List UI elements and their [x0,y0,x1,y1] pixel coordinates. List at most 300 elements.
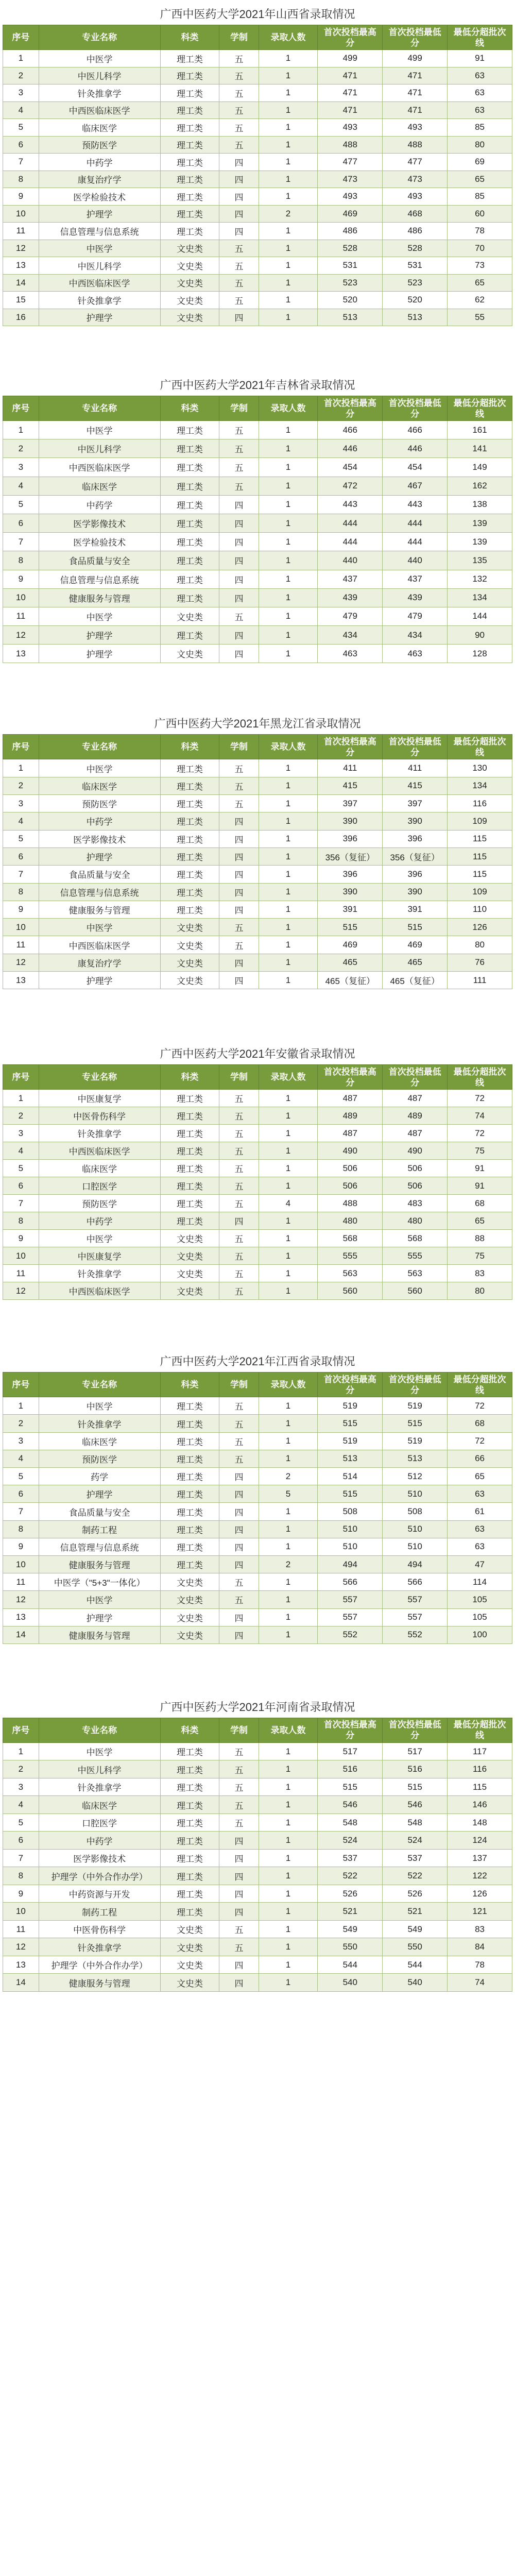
province-section [0,1351,515,1644]
table-cell: 4 [3,1450,39,1467]
table-cell: 513 [383,1450,448,1467]
column-header: 首次投档最高分 [318,735,383,759]
table-cell: 1 [259,240,318,257]
table-cell: 五 [219,1397,259,1415]
column-header: 最低分超批次线 [448,25,512,50]
table-cell: 1 [259,588,318,607]
table-cell: 13 [3,645,39,663]
table-cell: 446 [318,439,383,458]
header-row [3,25,512,50]
table-cell: 12 [3,240,39,257]
table-cell: 护理学 [39,1485,160,1503]
table-cell: 65 [448,274,512,292]
header-row [3,1065,512,1090]
table-cell: 132 [448,570,512,588]
table-cell: 63 [448,1485,512,1503]
table-cell: 510 [318,1538,383,1555]
table-cell: 健康服务与管理 [39,1626,160,1643]
table-cell: 理工类 [160,588,219,607]
table-cell: 理工类 [160,1814,219,1832]
table-cell: 4 [259,1195,318,1212]
table-cell: 理工类 [160,1195,219,1212]
table-cell: 10 [3,1903,39,1921]
table-cell: 理工类 [160,626,219,645]
table-cell: 5 [259,1485,318,1503]
table-cell: 五 [219,1265,259,1282]
table-cell: 6 [3,848,39,865]
table-cell: 550 [383,1938,448,1956]
table-cell: 四 [219,1956,259,1974]
table-cell: 1 [259,1247,318,1265]
column-header: 首次投档最低分 [383,25,448,50]
table-cell: 493 [318,188,383,206]
column-header: 专业名称 [39,735,160,759]
table-cell: 护理学（中外合作办学） [39,1867,160,1885]
table-cell: 14 [3,1974,39,1992]
table-cell: 14 [3,274,39,292]
table-cell: 健康服务与管理 [39,901,160,918]
table-cell: 1 [259,759,318,777]
table-cell: 557 [318,1608,383,1626]
column-header: 首次投档最高分 [318,1065,383,1090]
table-cell: 531 [383,257,448,275]
table-cell: 理工类 [160,1796,219,1814]
table-cell: 9 [3,1885,39,1903]
table-cell: 1 [259,1432,318,1450]
table-row [3,1573,512,1591]
table-cell: 524 [383,1832,448,1850]
table-cell: 468 [383,205,448,223]
table-cell: 理工类 [160,67,219,84]
table-cell: 161 [448,421,512,439]
table-row [3,421,512,439]
table-row [3,50,512,67]
table-cell: 110 [448,901,512,918]
column-header: 序号 [3,1065,39,1090]
table-cell: 490 [318,1142,383,1160]
table-cell: 134 [448,777,512,794]
table-cell: 理工类 [160,421,219,439]
table-cell: 1 [259,1885,318,1903]
column-header: 首次投档最高分 [318,1372,383,1397]
table-cell: 5 [3,1814,39,1832]
table-row [3,1468,512,1485]
table-cell: 540 [318,1974,383,1992]
table-row [3,257,512,275]
table-cell: 四 [219,551,259,570]
table-cell: 10 [3,205,39,223]
table-cell: 60 [448,205,512,223]
table-cell: 四 [219,812,259,830]
table-cell: 5 [3,1468,39,1485]
table-cell: 5 [3,495,39,514]
table-cell: 522 [318,1867,383,1885]
table-cell: 五 [219,795,259,812]
table-cell: 五 [219,1920,259,1938]
table-cell: 理工类 [160,1538,219,1555]
table-cell: 124 [448,1832,512,1850]
table-cell: 五 [219,1090,259,1107]
table-cell: 115 [448,848,512,865]
table-cell: 理工类 [160,1555,219,1573]
table-cell: 444 [318,533,383,551]
table-cell: 五 [219,1415,259,1432]
table-cell: 理工类 [160,777,219,794]
table-cell: 528 [383,240,448,257]
table-cell: 临床医学 [39,1160,160,1177]
table-cell: 医学影像技术 [39,1849,160,1867]
table-cell: 理工类 [160,1485,219,1503]
table-cell: 四 [219,309,259,326]
table-cell: 五 [219,1142,259,1160]
table-cell: 医学影像技术 [39,514,160,532]
table-row [3,1195,512,1212]
table-cell: 四 [219,1503,259,1520]
table-cell: 四 [219,1608,259,1626]
table-cell: 1 [259,1760,318,1778]
table-cell: 72 [448,1125,512,1142]
table-cell: 中医学 [39,1742,160,1760]
table-cell: 9 [3,570,39,588]
table-row [3,292,512,309]
table-cell: 61 [448,1503,512,1520]
table-cell: 434 [318,626,383,645]
table-cell: 1 [259,1503,318,1520]
table-cell: 理工类 [160,1450,219,1467]
table-cell: 488 [383,136,448,154]
table-cell: 理工类 [160,119,219,137]
table-row [3,1956,512,1974]
table-cell: 理工类 [160,136,219,154]
table-cell: 516 [383,1760,448,1778]
column-header: 序号 [3,1718,39,1742]
table-cell: 471 [318,84,383,102]
table-cell: 理工类 [160,1520,219,1538]
table-cell: 477 [318,154,383,171]
table-row [3,1230,512,1247]
table-cell: 理工类 [160,1142,219,1160]
table-cell: 515 [383,919,448,936]
table-cell: 中医儿科学 [39,257,160,275]
table-cell: 中西医临床医学 [39,1142,160,1160]
table-row [3,626,512,645]
table-cell: 理工类 [160,1867,219,1885]
table-cell: 4 [3,101,39,119]
table-cell: 549 [318,1920,383,1938]
table-cell: 1 [259,50,318,67]
table-cell: 五 [219,1796,259,1814]
province-section [0,1697,515,1992]
table-cell: 中医儿科学 [39,1760,160,1778]
table-row [3,205,512,223]
table-cell: 1 [3,1742,39,1760]
column-header: 专业名称 [39,396,160,421]
column-header: 专业名称 [39,1718,160,1742]
table-cell: 437 [318,570,383,588]
table-cell: 针灸推拿学 [39,1938,160,1956]
table-cell: 521 [318,1903,383,1921]
table-cell: 397 [383,795,448,812]
table-cell: 10 [3,1247,39,1265]
table-cell: 516 [318,1760,383,1778]
table-cell: 五 [219,50,259,67]
table-cell: 1 [259,533,318,551]
table-cell: 四 [219,645,259,663]
table-cell: 72 [448,1432,512,1450]
table-cell: 1 [259,1107,318,1125]
table-cell: 63 [448,1538,512,1555]
table-cell: 文史类 [160,972,219,989]
table-cell: 148 [448,1814,512,1832]
table-row [3,1814,512,1832]
column-header: 科类 [160,735,219,759]
table-cell: 1 [259,495,318,514]
table-cell: 五 [219,240,259,257]
table-cell: 471 [383,84,448,102]
table-row [3,101,512,119]
table-cell: 396 [383,830,448,848]
table-cell: 466 [318,421,383,439]
table-cell: 五 [219,1282,259,1300]
table-cell: 1 [259,154,318,171]
table-cell: 486 [318,223,383,240]
table-cell: 理工类 [160,101,219,119]
column-header: 序号 [3,735,39,759]
table-cell: 制药工程 [39,1520,160,1538]
table-cell: 73 [448,257,512,275]
table-cell: 1 [259,1814,318,1832]
table-cell: 1 [259,1397,318,1415]
table-cell: 1 [259,1282,318,1300]
table-cell: 519 [318,1432,383,1450]
table-cell: 五 [219,1160,259,1177]
table-cell: 149 [448,458,512,477]
table-cell: 1 [259,1520,318,1538]
table-cell: 文史类 [160,607,219,625]
table-cell: 5 [3,830,39,848]
table-cell: 理工类 [160,188,219,206]
table-cell: 465 [383,954,448,971]
table-row [3,936,512,954]
table-cell: 390 [383,883,448,901]
table-cell: 356（复征） [383,848,448,865]
table-row [3,1485,512,1503]
table-cell: 1 [259,136,318,154]
table-row [3,1538,512,1555]
table-cell: 7 [3,533,39,551]
table-cell: 针灸推拿学 [39,1415,160,1432]
table-row [3,777,512,794]
table-cell: 1 [259,1778,318,1796]
table-cell: 471 [383,101,448,119]
table-cell: 415 [383,777,448,794]
table-row [3,119,512,137]
table-cell: 2 [3,1107,39,1125]
table-cell: 五 [219,1778,259,1796]
table-cell: 理工类 [160,1885,219,1903]
table-cell: 健康服务与管理 [39,1974,160,1992]
table-cell: 医学检验技术 [39,533,160,551]
table-cell: 中西医临床医学 [39,101,160,119]
table-cell: 443 [383,495,448,514]
table-cell: 五 [219,101,259,119]
table-row [3,1885,512,1903]
table-cell: 理工类 [160,901,219,918]
table-cell: 488 [318,136,383,154]
table-cell: 理工类 [160,1903,219,1921]
table-cell: 80 [448,1282,512,1300]
province-section [0,1044,515,1300]
table-row [3,1903,512,1921]
table-cell: 469 [318,205,383,223]
table-cell: 520 [383,292,448,309]
table-cell: 479 [383,607,448,625]
table-cell: 499 [383,50,448,67]
table-cell: 理工类 [160,866,219,883]
table-cell: 中医学 [39,1230,160,1247]
table-cell: 理工类 [160,84,219,102]
table-cell: 3 [3,1432,39,1450]
table-cell: 1 [259,1538,318,1555]
table-cell: 药学 [39,1468,160,1485]
table-cell: 560 [383,1282,448,1300]
table-row [3,274,512,292]
section-title: 广西中医药大学2021年安徽省录取情况 [160,1047,355,1061]
table-cell: 四 [219,1626,259,1643]
table-cell: 四 [219,1867,259,1885]
table-cell: 472 [318,477,383,495]
table-cell: 2 [3,1760,39,1778]
table-cell: 中医康复学 [39,1247,160,1265]
table-cell: 9 [3,901,39,918]
table-row [3,1555,512,1573]
table-cell: 健康服务与管理 [39,588,160,607]
table-cell: 13 [3,1956,39,1974]
table-cell: 信息管理与信息系统 [39,1538,160,1555]
table-cell: 4 [3,1796,39,1814]
table-row [3,309,512,326]
table-cell: 中西医临床医学 [39,274,160,292]
table-cell: 五 [219,607,259,625]
table-cell: 理工类 [160,1832,219,1850]
table-cell: 理工类 [160,1415,219,1432]
table-cell: 信息管理与信息系统 [39,570,160,588]
table-cell: 75 [448,1247,512,1265]
section-title: 广西中医药大学2021年吉林省录取情况 [160,379,355,392]
table-cell: 四 [219,495,259,514]
table-cell: 中药学 [39,495,160,514]
table-cell: 信息管理与信息系统 [39,223,160,240]
table-cell: 465（复征） [318,972,383,989]
table-cell: 四 [219,1555,259,1573]
table-cell: 针灸推拿学 [39,1778,160,1796]
table-cell: 理工类 [160,533,219,551]
table-cell: 理工类 [160,551,219,570]
table-cell: 91 [448,50,512,67]
table-cell: 护理学 [39,972,160,989]
table-cell: 四 [219,205,259,223]
column-header: 首次投档最高分 [318,396,383,421]
table-cell: 80 [448,136,512,154]
table-cell: 443 [318,495,383,514]
table-row [3,919,512,936]
table-cell: 康复治疗学 [39,954,160,971]
table-cell: 理工类 [160,1090,219,1107]
column-header: 最低分超批次线 [448,735,512,759]
table-cell: 四 [219,1832,259,1850]
table-cell: 四 [219,1849,259,1867]
table-cell: 521 [383,1903,448,1921]
table-row [3,188,512,206]
table-cell: 74 [448,1974,512,1992]
table-cell: 文史类 [160,1974,219,1992]
table-cell: 520 [318,292,383,309]
table-cell: 15 [3,292,39,309]
table-cell: 489 [318,1107,383,1125]
table-row [3,1520,512,1538]
table-cell: 1 [259,1415,318,1432]
table-cell: 五 [219,477,259,495]
table-row [3,551,512,570]
table-cell: 1 [259,1265,318,1282]
table-cell: 480 [318,1212,383,1230]
table-cell: 80 [448,936,512,954]
table-cell: 中西医临床医学 [39,936,160,954]
table-cell: 1 [259,292,318,309]
table-cell: 制药工程 [39,1903,160,1921]
column-header: 学制 [219,1372,259,1397]
table-row [3,1265,512,1282]
table-cell: 文史类 [160,645,219,663]
table-cell: 2 [259,1468,318,1485]
table-cell: 137 [448,1849,512,1867]
table-cell: 117 [448,1742,512,1760]
table-cell: 537 [318,1849,383,1867]
table-cell: 1 [259,848,318,865]
column-header: 学制 [219,1065,259,1090]
column-header: 首次投档最低分 [383,1372,448,1397]
table-cell: 90 [448,626,512,645]
table-cell: 1 [259,274,318,292]
column-header: 首次投档最低分 [383,735,448,759]
column-header: 首次投档最低分 [383,1718,448,1742]
table-cell: 中医儿科学 [39,67,160,84]
table-cell: 11 [3,1920,39,1938]
column-header: 首次投档最高分 [318,25,383,50]
table-cell: 13 [3,257,39,275]
table-cell: 390 [383,812,448,830]
table-cell: 552 [383,1626,448,1643]
table-cell: 1 [259,830,318,848]
table-cell: 理工类 [160,223,219,240]
table-row [3,1626,512,1643]
table-cell: 中医学 [39,240,160,257]
table-cell: 9 [3,1538,39,1555]
table-cell: 489 [383,1107,448,1125]
table-cell: 510 [383,1485,448,1503]
table-row [3,1760,512,1778]
table-cell: 63 [448,67,512,84]
table-cell: 临床医学 [39,777,160,794]
table-cell: 五 [219,1814,259,1832]
table-cell: 食品质量与安全 [39,551,160,570]
table-cell: 1 [259,188,318,206]
table-cell: 10 [3,919,39,936]
table-cell: 494 [318,1555,383,1573]
table-cell: 四 [219,154,259,171]
table-cell: 510 [383,1538,448,1555]
table-cell: 466 [383,421,448,439]
